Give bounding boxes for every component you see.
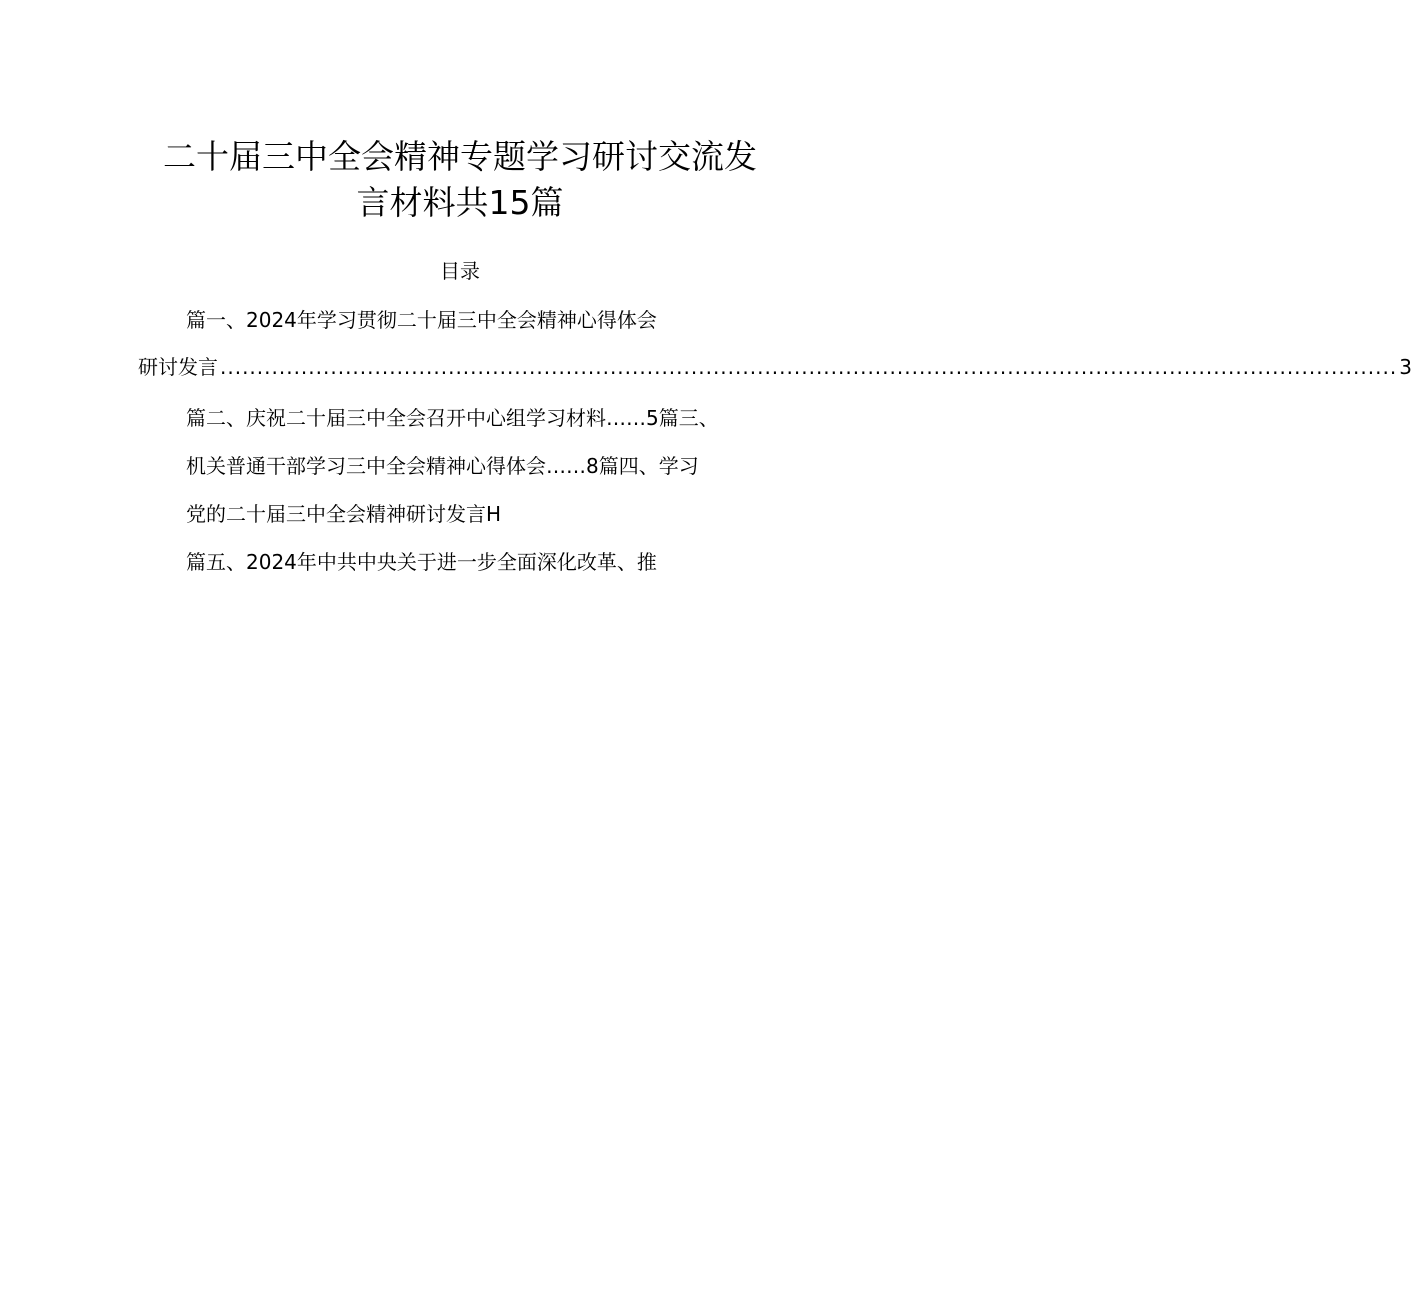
toc-line-2 (138, 353, 1412, 381)
toc-line-3: 篇二、庆祝二十届三中全会召开中心组学习材料……5篇三、 (186, 406, 719, 430)
toc-heading: 目录 (440, 259, 480, 283)
toc-line-5: 党的二十届三中全会精神研讨发言H (186, 502, 502, 526)
toc-line-4: 机关普通干部学习三中全会精神心得体会……8篇四、学习 (186, 454, 699, 478)
document-title-line-1: 二十届三中全会精神专题学习研讨交流发 (163, 137, 757, 176)
toc-page-number: 3 (1399, 355, 1412, 379)
toc-dot-leader: ................................................................................................................................................................ (220, 355, 1398, 379)
document-title-line-2: 言材料共15篇 (356, 183, 564, 222)
toc-line-1: 篇一、2024年学习贯彻二十届三中全会精神心得体会 (186, 308, 657, 332)
toc-line-2-text: 研讨发言 (138, 355, 218, 379)
toc-line-6: 篇五、2024年中共中央关于进一步全面深化改革、推 (186, 550, 657, 574)
